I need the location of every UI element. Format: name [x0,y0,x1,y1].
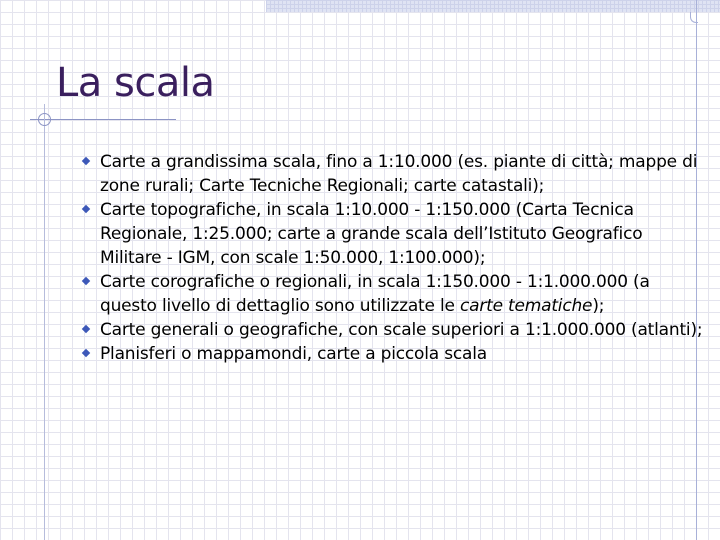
title-underline [30,119,176,120]
bullet-text-after: ); [592,296,605,316]
bullet-text: Carte generali o geografiche, con scale superiori a 1:1.000.000 (atlanti); [100,320,703,340]
bullet-item [80,270,705,318]
diamond-bullet-icon [82,349,90,357]
bullet-text [100,272,650,316]
bullet-list [80,150,705,366]
diamond-bullet-icon [82,205,90,213]
bullet-text: Carte topografiche, in scala 1:10.000 - 1:150.000 (Carta Tecnica Regionale, 1:25.000; carte a grande scala dell’Istituto Geografico Militare - IGM, con scale 1:50.000, 1:100.000); [100,200,643,268]
diamond-bullet-icon [82,277,90,285]
diamond-bullet-icon [82,325,90,333]
diamond-bullet-icon [82,157,90,165]
bullet-item [80,318,705,342]
bullet-item [80,342,705,366]
right-border-hook [690,12,698,23]
bullet-text: Carte a grandissima scala, fino a 1:10.000 (es. piante di città; mappe di zone rurali; Carte Tecniche Regionali; carte catastali); [100,152,698,196]
bullet-text: Planisferi o mappamondi, carte a piccola scala [100,344,487,364]
slide-title: La scala [56,60,215,106]
top-decorative-band [266,0,720,12]
left-vertical-rule [44,104,45,540]
crosshair-circle-icon [38,113,51,126]
bullet-text-italic: carte tematiche [459,296,593,316]
bullet-item [80,150,705,198]
bullet-item [80,198,705,270]
bullet-text-before: Carte corografiche o regionali, in scala 1:150.000 - 1:1.000.000 (a questo livello di dettaglio sono utilizzate le [100,272,650,316]
